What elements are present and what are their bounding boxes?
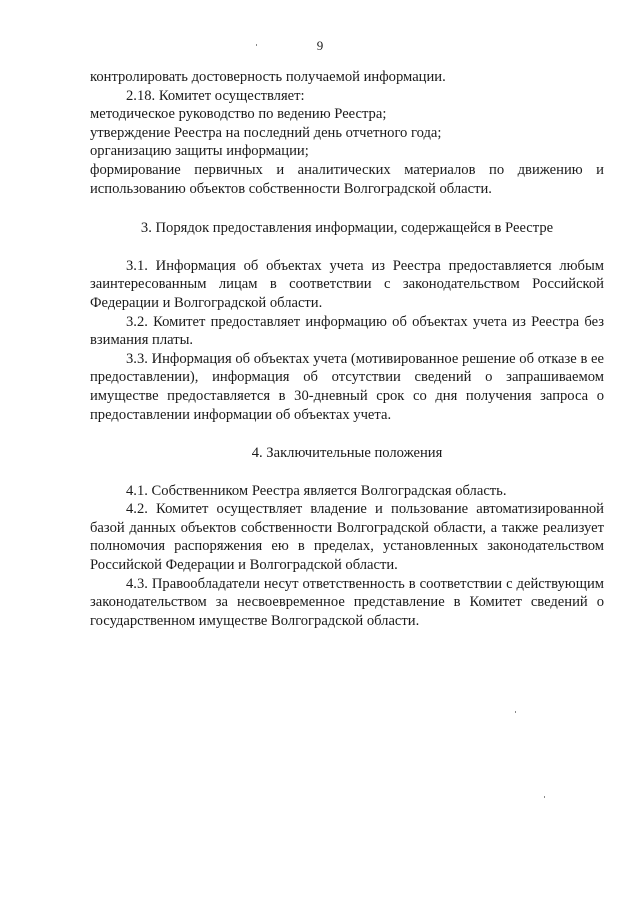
intro-line-4: утверждение Реестра на последний день отчетного года; <box>90 124 442 141</box>
section-3-paragraph-3: 3.3. Информация об объектах учета (мотивированное решение об отказе в ее предоставлении), информация об отсутствии сведений о запрашиваемом имуществе предоставляется в 30-дневный срок со дня получения запроса о предоставлении информации об объектах учета. <box>90 350 604 423</box>
page-number: 9 <box>316 38 324 53</box>
intro-line-6: формирование первичных и аналитических материалов по движению и использованию объектов собственности Волгоградской области. <box>90 161 604 197</box>
section-4-paragraph-3: 4.3. Правообладатели несут ответственность в соответствии с действующим законодательством за несвоевременное представление в Комитет сведений о государственном имуществе Волгоградской области. <box>90 575 604 629</box>
intro-line-1: контролировать достоверность получаемой информации. <box>90 69 446 85</box>
section-3-title: 3. Порядок предоставления информации, содержащейся в Реестре <box>140 220 554 237</box>
scan-speck <box>256 44 257 46</box>
intro-line-2: 2.18. Комитет осуществляет: <box>126 87 305 104</box>
scan-speck <box>515 711 516 713</box>
intro-line-5: организацию защиты информации; <box>90 143 309 160</box>
scan-speck <box>544 796 545 798</box>
section-3-paragraph-2: 3.2. Комитет предоставляет информацию об объектах учета из Реестра без взимания платы. <box>90 313 604 349</box>
intro-line-3: методическое руководство по ведению Реестра; <box>90 106 387 123</box>
section-4-title: 4. Заключительные положения <box>251 445 443 462</box>
section-3-paragraph-1: 3.1. Информация об объектах учета из Реестра предоставляется любым заинтересованным лицам в соответствии с законодательством Российской Федерации и Волгоградской области. <box>90 257 604 311</box>
section-4-paragraph-1: 4.1. Собственником Реестра является Волгоградская область. <box>126 482 507 499</box>
document-body <box>90 68 604 630</box>
section-4-paragraph-2: 4.2. Комитет осуществляет владение и пользование автоматизированной базой данных объектов собственности Волгоградской области, а также реализует полномочия распоряжения ею в пределах, установленных законодательством Российской Федерации и Волгоградской области. <box>90 501 604 574</box>
